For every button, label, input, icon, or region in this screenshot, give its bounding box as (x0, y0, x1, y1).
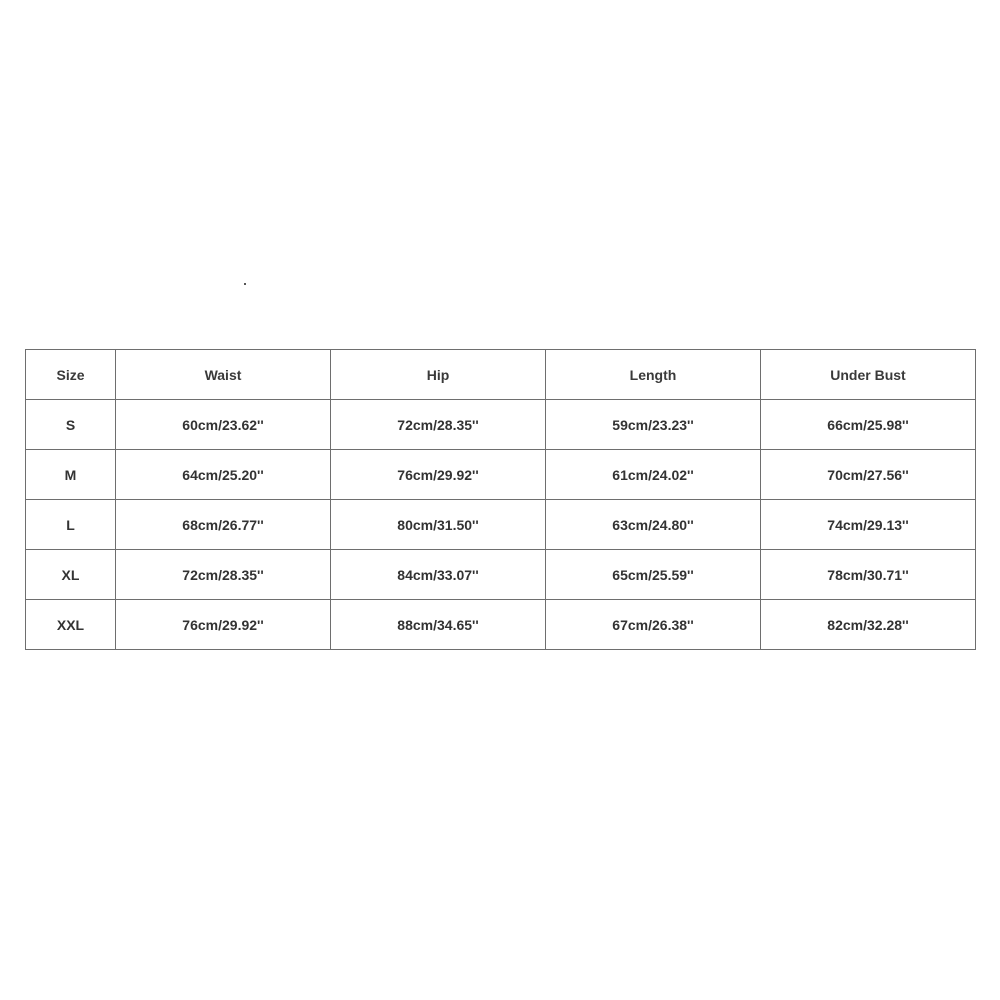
table-row (26, 550, 976, 600)
size-chart-table (25, 349, 976, 650)
cell-waist: 72cm/28.35'' (116, 550, 331, 600)
cell-hip: 76cm/29.92'' (331, 450, 546, 500)
table-row (26, 600, 976, 650)
table-row (26, 450, 976, 500)
cell-waist: 68cm/26.77'' (116, 500, 331, 550)
cell-under-bust: 74cm/29.13'' (761, 500, 976, 550)
table-row (26, 400, 976, 450)
stray-dot (244, 283, 246, 285)
cell-waist: 60cm/23.62'' (116, 400, 331, 450)
cell-under-bust: 70cm/27.56'' (761, 450, 976, 500)
cell-waist: 76cm/29.92'' (116, 600, 331, 650)
header-hip: Hip (331, 350, 546, 400)
cell-size: XXL (26, 600, 116, 650)
cell-length: 65cm/25.59'' (546, 550, 761, 600)
cell-size: M (26, 450, 116, 500)
header-row (26, 350, 976, 400)
cell-waist: 64cm/25.20'' (116, 450, 331, 500)
cell-hip: 80cm/31.50'' (331, 500, 546, 550)
header-length: Length (546, 350, 761, 400)
header-size: Size (26, 350, 116, 400)
cell-length: 63cm/24.80'' (546, 500, 761, 550)
cell-under-bust: 78cm/30.71'' (761, 550, 976, 600)
cell-under-bust: 82cm/32.28'' (761, 600, 976, 650)
header-under-bust: Under Bust (761, 350, 976, 400)
cell-hip: 72cm/28.35'' (331, 400, 546, 450)
cell-hip: 84cm/33.07'' (331, 550, 546, 600)
table-row (26, 500, 976, 550)
cell-length: 59cm/23.23'' (546, 400, 761, 450)
cell-hip: 88cm/34.65'' (331, 600, 546, 650)
header-waist: Waist (116, 350, 331, 400)
cell-length: 67cm/26.38'' (546, 600, 761, 650)
cell-under-bust: 66cm/25.98'' (761, 400, 976, 450)
cell-size: S (26, 400, 116, 450)
cell-length: 61cm/24.02'' (546, 450, 761, 500)
cell-size: XL (26, 550, 116, 600)
cell-size: L (26, 500, 116, 550)
